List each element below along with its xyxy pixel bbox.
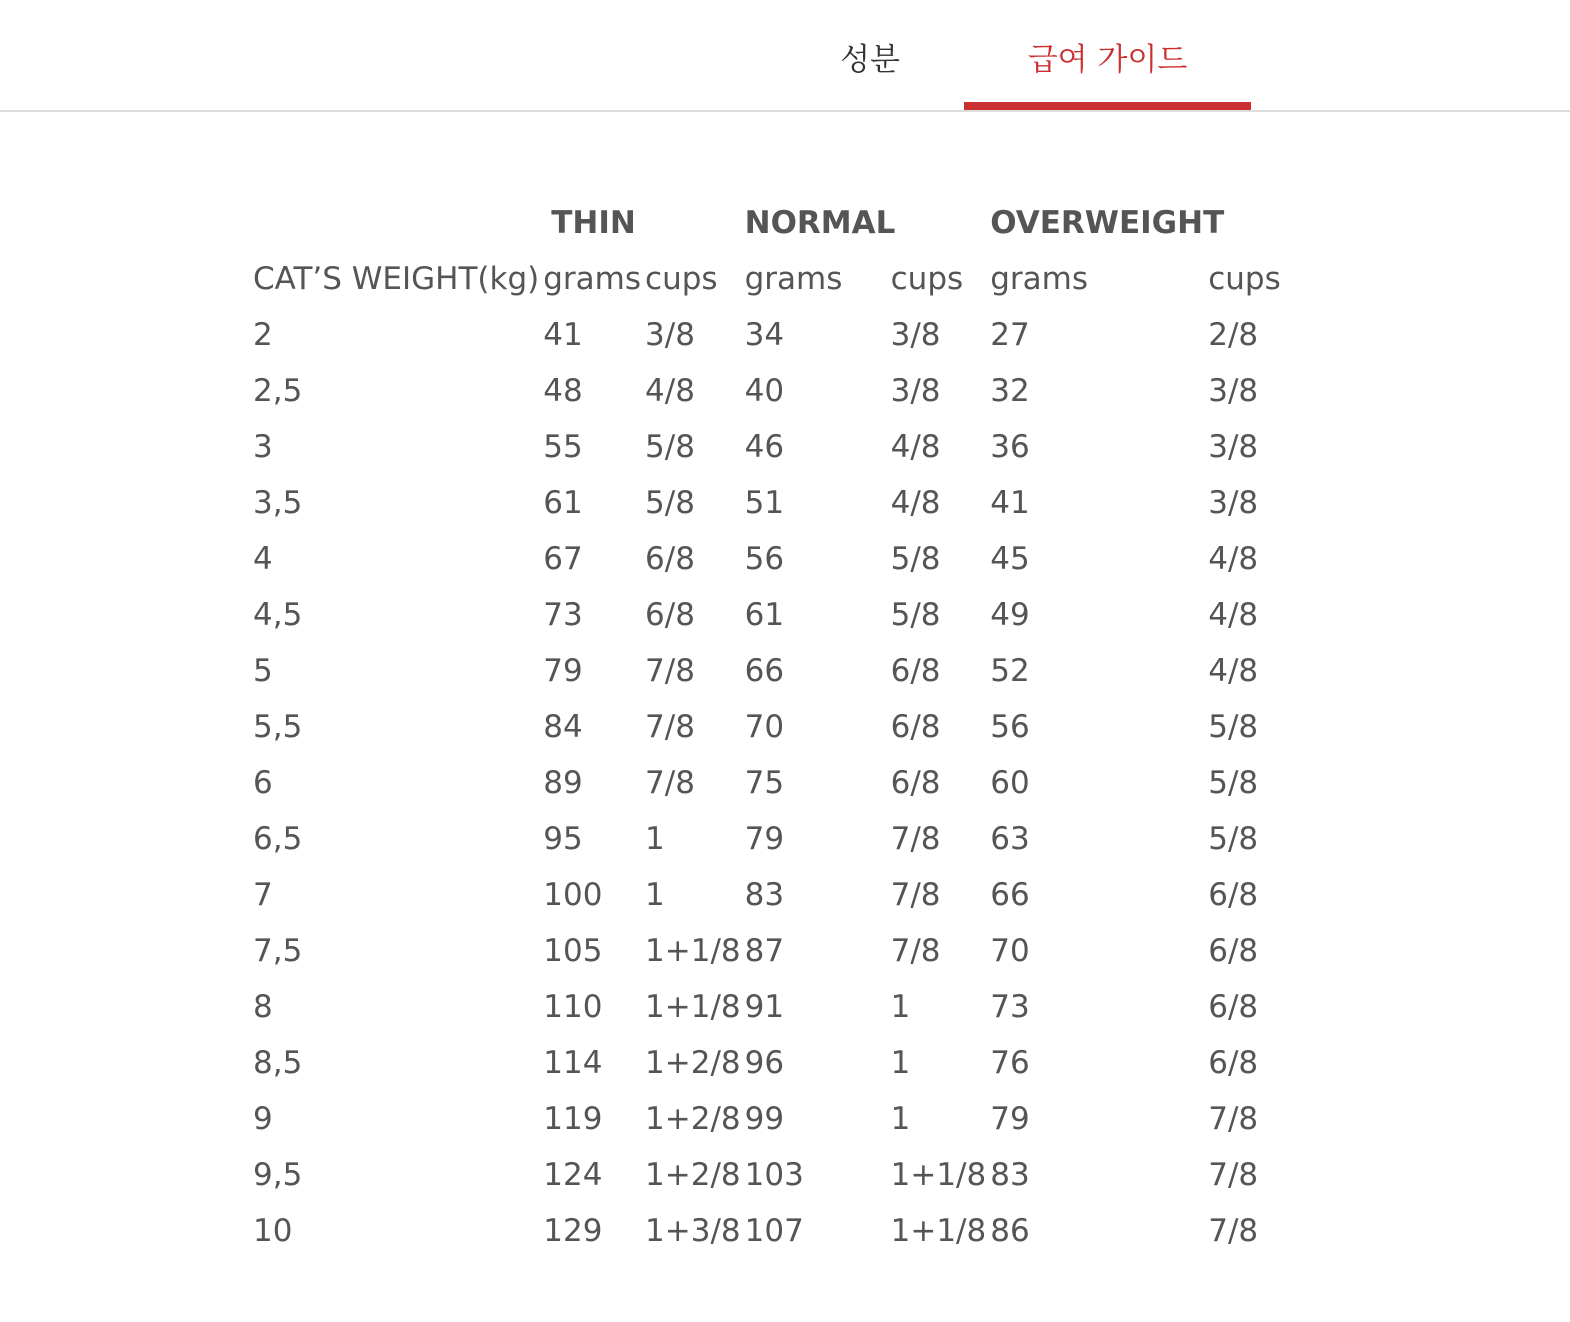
table-row bbox=[249, 811, 1294, 867]
thin-grams-cell: 55 bbox=[543, 429, 583, 465]
group-header-overweight: OVERWEIGHT bbox=[990, 205, 1225, 241]
overweight-grams-cell: 76 bbox=[990, 1045, 1030, 1081]
normal-grams-cell: 46 bbox=[744, 429, 785, 465]
normal-cups-cell: 1 bbox=[890, 1101, 911, 1137]
overweight-cups-cell: 2/8 bbox=[1208, 317, 1259, 353]
thin-cups-cell: 1+2/8 bbox=[645, 1045, 741, 1081]
weight-cell: 6,5 bbox=[253, 821, 303, 857]
normal-cups-cell: 6/8 bbox=[890, 653, 941, 689]
thin-cups-cell: 7/8 bbox=[645, 765, 695, 801]
weight-cell: 2,5 bbox=[253, 373, 303, 409]
normal-grams-cell: 40 bbox=[744, 373, 785, 409]
table-row bbox=[249, 755, 1294, 811]
table-row bbox=[249, 419, 1294, 475]
column-header-normal-grams: grams bbox=[744, 261, 843, 297]
overweight-grams-cell: 49 bbox=[990, 597, 1030, 633]
normal-cups-cell: 7/8 bbox=[890, 821, 941, 857]
group-header-row bbox=[249, 195, 1294, 251]
thin-cups-cell: 6/8 bbox=[645, 541, 695, 577]
weight-cell: 4 bbox=[253, 541, 273, 577]
weight-cell: 8,5 bbox=[253, 1045, 303, 1081]
thin-grams-cell: 110 bbox=[543, 989, 603, 1025]
weight-cell: 4,5 bbox=[253, 597, 303, 633]
thin-cups-cell: 1+1/8 bbox=[645, 989, 741, 1025]
table-row bbox=[249, 307, 1294, 363]
thin-grams-cell: 61 bbox=[543, 485, 583, 521]
group-header-empty bbox=[249, 195, 539, 251]
thin-cups-cell: 1+2/8 bbox=[645, 1101, 741, 1137]
overweight-cups-cell: 6/8 bbox=[1208, 933, 1259, 969]
column-header-normal-cups: cups bbox=[890, 261, 964, 297]
tab-feeding-guide[interactable]: 급여 가이드 bbox=[1027, 42, 1188, 78]
thin-grams-cell: 67 bbox=[543, 541, 583, 577]
weight-cell: 3,5 bbox=[253, 485, 303, 521]
normal-cups-cell: 3/8 bbox=[890, 373, 941, 409]
thin-cups-cell: 7/8 bbox=[645, 653, 695, 689]
normal-grams-cell: 96 bbox=[744, 1045, 785, 1081]
column-header-thin-grams: grams bbox=[543, 261, 642, 297]
table-row bbox=[249, 643, 1294, 699]
overweight-grams-cell: 73 bbox=[990, 989, 1030, 1025]
normal-cups-cell: 6/8 bbox=[890, 765, 941, 801]
normal-grams-cell: 56 bbox=[744, 541, 785, 577]
normal-cups-cell: 1 bbox=[890, 989, 911, 1025]
group-header-thin: THIN bbox=[551, 205, 636, 241]
overweight-cups-cell: 7/8 bbox=[1208, 1213, 1259, 1249]
normal-cups-cell: 1 bbox=[890, 1045, 911, 1081]
overweight-cups-cell: 5/8 bbox=[1208, 765, 1259, 801]
thin-cups-cell: 5/8 bbox=[645, 485, 695, 521]
thin-cups-cell: 3/8 bbox=[645, 317, 695, 353]
normal-cups-cell: 4/8 bbox=[890, 429, 941, 465]
thin-grams-cell: 100 bbox=[543, 877, 603, 913]
normal-cups-cell: 5/8 bbox=[890, 541, 941, 577]
thin-cups-cell: 6/8 bbox=[645, 597, 695, 633]
normal-grams-cell: 61 bbox=[744, 597, 785, 633]
overweight-grams-cell: 45 bbox=[990, 541, 1030, 577]
thin-grams-cell: 41 bbox=[543, 317, 583, 353]
weight-cell: 6 bbox=[253, 765, 273, 801]
weight-cell: 3 bbox=[253, 429, 273, 465]
normal-cups-cell: 3/8 bbox=[890, 317, 941, 353]
column-header-overweight-grams: grams bbox=[990, 261, 1088, 297]
thin-grams-cell: 89 bbox=[543, 765, 583, 801]
normal-grams-cell: 66 bbox=[744, 653, 785, 689]
table-row bbox=[249, 699, 1294, 755]
overweight-cups-cell: 3/8 bbox=[1208, 373, 1259, 409]
normal-cups-cell: 1+1/8 bbox=[890, 1157, 987, 1193]
overweight-cups-cell: 7/8 bbox=[1208, 1101, 1259, 1137]
overweight-grams-cell: 86 bbox=[990, 1213, 1030, 1249]
weight-cell: 7,5 bbox=[253, 933, 303, 969]
thin-grams-cell: 73 bbox=[543, 597, 583, 633]
normal-grams-cell: 99 bbox=[744, 1101, 785, 1137]
thin-cups-cell: 4/8 bbox=[645, 373, 695, 409]
table-row bbox=[249, 867, 1294, 923]
weight-cell: 2 bbox=[253, 317, 273, 353]
overweight-grams-cell: 56 bbox=[990, 709, 1030, 745]
thin-grams-cell: 84 bbox=[543, 709, 583, 745]
overweight-grams-cell: 41 bbox=[990, 485, 1030, 521]
weight-cell: 5 bbox=[253, 653, 273, 689]
overweight-cups-cell: 6/8 bbox=[1208, 989, 1259, 1025]
normal-grams-cell: 34 bbox=[744, 317, 785, 353]
overweight-cups-cell: 4/8 bbox=[1208, 597, 1259, 633]
overweight-grams-cell: 60 bbox=[990, 765, 1030, 801]
normal-cups-cell: 7/8 bbox=[890, 933, 941, 969]
tab-ingredients[interactable]: 성분 bbox=[840, 42, 900, 78]
normal-cups-cell: 6/8 bbox=[890, 709, 941, 745]
overweight-grams-cell: 66 bbox=[990, 877, 1030, 913]
thin-cups-cell: 1+1/8 bbox=[645, 933, 741, 969]
normal-grams-cell: 87 bbox=[744, 933, 785, 969]
overweight-cups-cell: 6/8 bbox=[1208, 877, 1259, 913]
overweight-cups-cell: 4/8 bbox=[1208, 541, 1259, 577]
weight-cell: 9 bbox=[253, 1101, 273, 1137]
table-row bbox=[249, 923, 1294, 979]
table-row bbox=[249, 1147, 1294, 1203]
tab-bar bbox=[0, 0, 1570, 112]
overweight-grams-cell: 79 bbox=[990, 1101, 1030, 1137]
table-row bbox=[249, 1035, 1294, 1091]
thin-cups-cell: 1 bbox=[645, 877, 665, 913]
normal-grams-cell: 103 bbox=[744, 1157, 804, 1193]
normal-grams-cell: 70 bbox=[744, 709, 785, 745]
overweight-cups-cell: 5/8 bbox=[1208, 709, 1259, 745]
weight-cell: 7 bbox=[253, 877, 273, 913]
overweight-grams-cell: 63 bbox=[990, 821, 1030, 857]
column-header-row bbox=[249, 251, 1294, 307]
table-row bbox=[249, 363, 1294, 419]
thin-grams-cell: 114 bbox=[543, 1045, 603, 1081]
active-tab-indicator bbox=[964, 102, 1251, 110]
overweight-grams-cell: 32 bbox=[990, 373, 1030, 409]
table-row bbox=[249, 475, 1294, 531]
normal-cups-cell: 5/8 bbox=[890, 597, 941, 633]
overweight-cups-cell: 4/8 bbox=[1208, 653, 1259, 689]
weight-cell: 9,5 bbox=[253, 1157, 303, 1193]
overweight-grams-cell: 83 bbox=[990, 1157, 1030, 1193]
overweight-cups-cell: 5/8 bbox=[1208, 821, 1259, 857]
thin-cups-cell: 7/8 bbox=[645, 709, 695, 745]
group-header-normal: NORMAL bbox=[744, 205, 896, 241]
normal-cups-cell: 1+1/8 bbox=[890, 1213, 987, 1249]
thin-cups-cell: 1+3/8 bbox=[645, 1213, 741, 1249]
normal-grams-cell: 75 bbox=[744, 765, 785, 801]
feeding-guide-table bbox=[249, 195, 1294, 1259]
weight-cell: 10 bbox=[253, 1213, 293, 1249]
normal-grams-cell: 83 bbox=[744, 877, 785, 913]
thin-grams-cell: 124 bbox=[543, 1157, 603, 1193]
overweight-cups-cell: 6/8 bbox=[1208, 1045, 1259, 1081]
overweight-cups-cell: 3/8 bbox=[1208, 429, 1259, 465]
table-row bbox=[249, 531, 1294, 587]
normal-cups-cell: 7/8 bbox=[890, 877, 941, 913]
thin-grams-cell: 48 bbox=[543, 373, 583, 409]
thin-grams-cell: 129 bbox=[543, 1213, 603, 1249]
overweight-grams-cell: 70 bbox=[990, 933, 1030, 969]
normal-cups-cell: 4/8 bbox=[890, 485, 941, 521]
table-row bbox=[249, 979, 1294, 1035]
thin-grams-cell: 95 bbox=[543, 821, 583, 857]
column-header-thin-cups: cups bbox=[645, 261, 718, 297]
normal-grams-cell: 107 bbox=[744, 1213, 804, 1249]
column-header-weight: CAT’S WEIGHT(kg) bbox=[253, 261, 540, 297]
weight-cell: 8 bbox=[253, 989, 273, 1025]
thin-cups-cell: 1+2/8 bbox=[645, 1157, 741, 1193]
normal-grams-cell: 91 bbox=[744, 989, 785, 1025]
column-header-overweight-cups: cups bbox=[1208, 261, 1281, 297]
table-row bbox=[249, 1203, 1294, 1259]
thin-grams-cell: 119 bbox=[543, 1101, 603, 1137]
overweight-cups-cell: 7/8 bbox=[1208, 1157, 1259, 1193]
thin-grams-cell: 79 bbox=[543, 653, 583, 689]
thin-cups-cell: 1 bbox=[645, 821, 665, 857]
normal-grams-cell: 79 bbox=[744, 821, 785, 857]
overweight-grams-cell: 52 bbox=[990, 653, 1030, 689]
overweight-grams-cell: 36 bbox=[990, 429, 1030, 465]
overweight-grams-cell: 27 bbox=[990, 317, 1030, 353]
thin-cups-cell: 5/8 bbox=[645, 429, 695, 465]
table-row bbox=[249, 587, 1294, 643]
table-row bbox=[249, 1091, 1294, 1147]
thin-grams-cell: 105 bbox=[543, 933, 603, 969]
overweight-cups-cell: 3/8 bbox=[1208, 485, 1259, 521]
normal-grams-cell: 51 bbox=[744, 485, 785, 521]
weight-cell: 5,5 bbox=[253, 709, 303, 745]
